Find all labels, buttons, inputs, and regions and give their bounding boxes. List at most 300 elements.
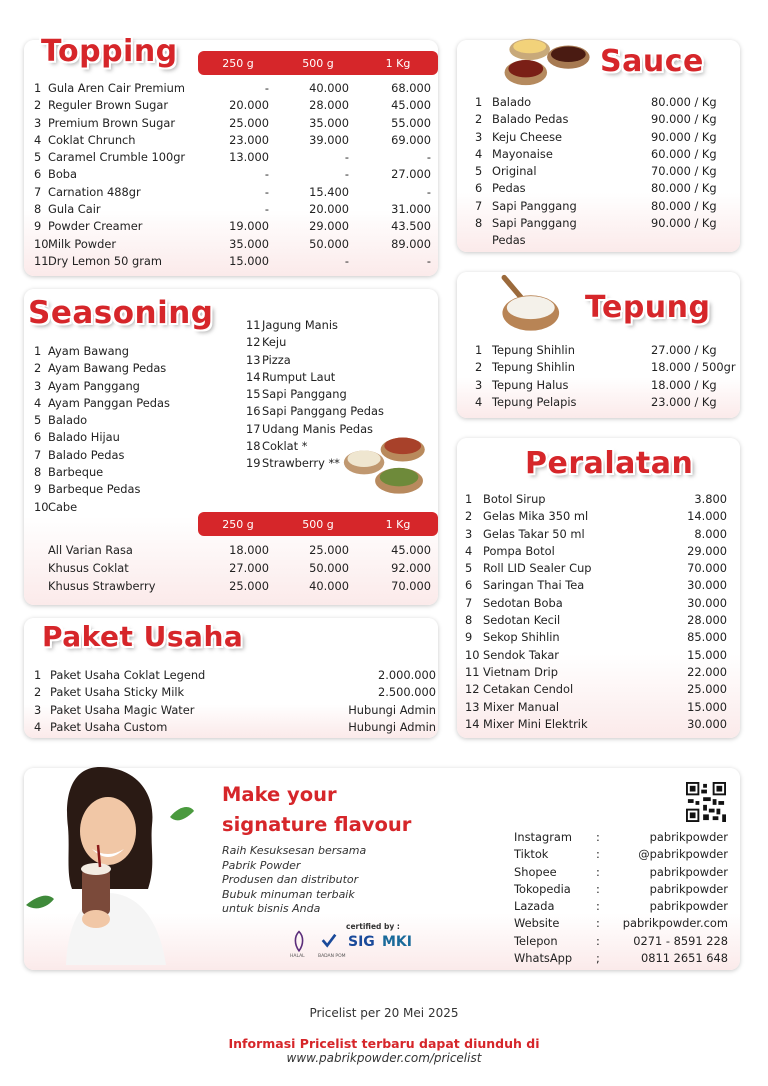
row-number: 8 bbox=[34, 202, 42, 217]
tepung-card bbox=[457, 272, 740, 418]
contact-separator: : bbox=[596, 847, 600, 862]
row-number: 2 bbox=[34, 685, 42, 700]
list-item bbox=[246, 403, 436, 420]
row-number: 4 bbox=[34, 719, 42, 734]
item-name: Tepung Shihlin bbox=[492, 343, 575, 357]
item-name: Original bbox=[492, 164, 537, 179]
certified-label: certified by : bbox=[346, 922, 400, 931]
row-number: 6 bbox=[475, 181, 483, 196]
price-1kg: 55.000 bbox=[391, 115, 431, 130]
item-name: Tepung Halus bbox=[492, 377, 569, 392]
topping-header-250: 250 g bbox=[222, 56, 254, 70]
list-item bbox=[34, 684, 436, 701]
list-item bbox=[465, 612, 727, 629]
table-row bbox=[34, 115, 431, 132]
row-number: 3 bbox=[465, 526, 473, 541]
contact-value[interactable]: 0271 - 8591 228 bbox=[633, 933, 728, 948]
price-1kg: - bbox=[426, 184, 431, 199]
item-name: Cabe bbox=[48, 499, 78, 514]
list-item bbox=[34, 395, 234, 412]
item-name: Coklat Chrunch bbox=[48, 132, 136, 147]
item-name: Keju Cheese bbox=[492, 129, 563, 144]
item-price: 29.000 bbox=[687, 543, 727, 558]
paket-usaha-card bbox=[24, 618, 438, 738]
price-1kg: 69.000 bbox=[391, 132, 431, 147]
item-price: 2.000.000 bbox=[378, 668, 436, 682]
item-name: Ayam Panggan Pedas bbox=[48, 395, 170, 410]
row-number: 2 bbox=[475, 360, 483, 375]
item-name: Roll LID Sealer Cup bbox=[483, 561, 592, 576]
table-row bbox=[34, 559, 431, 577]
contact-separator: : bbox=[596, 881, 600, 896]
item-name: Coklat * bbox=[262, 439, 308, 454]
item-name: Caramel Crumble 100gr bbox=[48, 150, 186, 165]
contact-value[interactable]: pabrikpowder bbox=[649, 899, 728, 914]
row-number: 4 bbox=[34, 395, 42, 410]
item-price: 22.000 bbox=[687, 664, 727, 679]
item-name: Sekop Shihlin bbox=[483, 630, 560, 645]
row-number: 1 bbox=[465, 492, 473, 506]
item-name: Ayam Panggang bbox=[48, 378, 140, 393]
item-name: Dry Lemon 50 gram bbox=[48, 253, 162, 268]
contact-label: Website bbox=[514, 916, 560, 931]
list-item bbox=[34, 447, 234, 464]
contact-separator: : bbox=[596, 830, 600, 844]
row-number: 17 bbox=[246, 421, 261, 436]
price-250g: 18.000 bbox=[229, 543, 269, 557]
row-number: 12 bbox=[246, 335, 261, 350]
row-number: 6 bbox=[34, 430, 42, 445]
price-250g: 25.000 bbox=[229, 115, 269, 130]
price-1kg: - bbox=[426, 150, 431, 165]
item-name: Gelas Takar 50 ml bbox=[483, 526, 585, 541]
row-number: 11 bbox=[34, 253, 49, 268]
contact-separator: : bbox=[596, 864, 600, 879]
list-item bbox=[246, 369, 436, 386]
table-row bbox=[34, 166, 431, 183]
topping-header-bar bbox=[198, 51, 438, 75]
seasoning-header-bar bbox=[198, 512, 438, 536]
price-250g: - bbox=[264, 202, 269, 217]
list-item bbox=[465, 716, 727, 733]
row-number: 19 bbox=[246, 456, 261, 471]
price-500g: - bbox=[344, 253, 349, 268]
item-name: Sapi Panggang Pedas bbox=[262, 404, 384, 419]
row-number: 3 bbox=[34, 702, 42, 717]
row-number: 9 bbox=[34, 219, 42, 234]
row-number: 9 bbox=[34, 482, 42, 497]
list-item bbox=[465, 577, 727, 594]
price-500g: 25.000 bbox=[309, 543, 349, 557]
table-row bbox=[34, 218, 431, 235]
pricelist-url[interactable]: www.pabrikpowder.com/pricelist bbox=[286, 1051, 482, 1065]
tagline-line: Pabrik Powder bbox=[222, 858, 301, 872]
contact-value[interactable]: pabrikpowder.com bbox=[622, 916, 728, 931]
list-item bbox=[34, 481, 234, 498]
list-item bbox=[34, 412, 234, 429]
list-item bbox=[34, 464, 234, 481]
item-name: Cetakan Cendol bbox=[483, 682, 574, 697]
list-item bbox=[246, 352, 436, 369]
contact-row bbox=[514, 881, 728, 898]
contact-label: Tiktok bbox=[514, 847, 549, 862]
contact-label: Telepon bbox=[514, 933, 558, 948]
price-250g: 20.000 bbox=[229, 98, 269, 113]
row-number: 3 bbox=[475, 129, 483, 144]
list-item bbox=[465, 629, 727, 646]
list-item bbox=[465, 491, 727, 508]
contact-row bbox=[514, 898, 728, 915]
row-number: 1 bbox=[34, 668, 42, 682]
item-name: Balado Pedas bbox=[48, 447, 125, 462]
item-name: Balado bbox=[492, 95, 532, 109]
price-250g: 13.000 bbox=[229, 150, 269, 165]
paket-usaha-list bbox=[34, 667, 436, 736]
item-name: Gula Aren Cair Premium bbox=[48, 81, 185, 95]
row-number: 9 bbox=[465, 630, 473, 645]
row-number: 1 bbox=[34, 344, 42, 358]
item-price: 28.000 bbox=[687, 613, 727, 628]
item-price: Hubungi Admin bbox=[348, 702, 436, 717]
price-1kg: - bbox=[426, 253, 431, 268]
contact-value[interactable]: pabrikpowder bbox=[649, 881, 728, 896]
contact-value[interactable]: @pabrikpowder bbox=[638, 847, 728, 862]
contact-value[interactable]: pabrikpowder bbox=[649, 830, 728, 844]
seasoning-header-500: 500 g bbox=[302, 517, 334, 531]
row-number: 13 bbox=[246, 352, 261, 367]
item-price: 80.000 / Kg bbox=[651, 95, 717, 109]
list-item bbox=[465, 699, 727, 716]
row-number: 6 bbox=[34, 167, 42, 182]
seasoning-price-list bbox=[34, 541, 431, 595]
list-item bbox=[465, 595, 727, 612]
item-name: Rumput Laut bbox=[262, 369, 336, 384]
item-name: Balado Pedas bbox=[492, 112, 569, 127]
contact-row bbox=[514, 846, 728, 863]
row-number: 2 bbox=[34, 361, 42, 376]
item-price: 15.000 bbox=[687, 647, 727, 662]
item-price: 25.000 bbox=[687, 682, 727, 697]
list-item bbox=[465, 647, 727, 664]
contact-value[interactable]: pabrikpowder bbox=[649, 864, 728, 879]
list-item bbox=[246, 386, 436, 403]
item-name: Saringan Thai Tea bbox=[483, 578, 585, 593]
list-item bbox=[475, 377, 737, 394]
topping-header-500: 500 g bbox=[302, 56, 334, 70]
item-name: Sedotan Kecil bbox=[483, 613, 561, 628]
row-number: 3 bbox=[34, 378, 42, 393]
row-number: 3 bbox=[475, 377, 483, 392]
item-name: Sapi Panggang bbox=[492, 198, 577, 213]
peralatan-card bbox=[457, 438, 740, 738]
list-item bbox=[34, 719, 436, 736]
contact-label: Shopee bbox=[514, 864, 557, 879]
item-name: Paket Usaha Coklat Legend bbox=[50, 668, 206, 682]
row-number: 18 bbox=[246, 439, 261, 454]
item-name: Tepung Shihlin bbox=[492, 360, 575, 375]
contact-row bbox=[514, 864, 728, 881]
item-price: 27.000 / Kg bbox=[651, 343, 717, 357]
contact-value[interactable]: 0811 2651 648 bbox=[641, 951, 728, 966]
item-name: Barbeque bbox=[48, 465, 104, 480]
qr-code-icon[interactable] bbox=[686, 782, 726, 822]
item-name: Balado bbox=[48, 413, 88, 428]
row-number: 12 bbox=[465, 682, 480, 697]
row-number: 5 bbox=[34, 413, 42, 428]
row-number: 10 bbox=[465, 647, 480, 662]
halal-logo-icon bbox=[290, 930, 308, 954]
row-number: 8 bbox=[465, 613, 473, 628]
tagline-line: Produsen dan distributor bbox=[222, 873, 359, 887]
row-number: 16 bbox=[246, 404, 261, 419]
list-item bbox=[475, 342, 737, 359]
seasoning-list-left bbox=[34, 343, 234, 516]
item-name: Powder Creamer bbox=[48, 219, 143, 234]
price-1kg: 89.000 bbox=[391, 236, 431, 251]
row-number: 5 bbox=[475, 164, 483, 179]
row-number: 11 bbox=[246, 318, 261, 332]
list-item bbox=[246, 334, 436, 351]
price-250g: 27.000 bbox=[229, 561, 269, 575]
promo-headline-1: Make your bbox=[222, 783, 337, 806]
row-number: 15 bbox=[246, 387, 261, 402]
price-500g: - bbox=[344, 167, 349, 182]
table-row bbox=[34, 184, 431, 201]
seasoning-card bbox=[24, 289, 438, 605]
list-item bbox=[475, 146, 725, 163]
item-name: Mixer Mini Elektrik bbox=[483, 716, 588, 731]
price-250g: 25.000 bbox=[229, 579, 269, 593]
item-price: 85.000 bbox=[687, 630, 727, 645]
badan-pom-logo-text: BADAN POM bbox=[318, 954, 346, 959]
item-name: Pizza bbox=[262, 352, 291, 367]
table-row bbox=[34, 236, 431, 253]
item-name: Jagung Manis bbox=[262, 318, 338, 332]
sig-logo: SIG bbox=[348, 934, 375, 950]
price-500g: 50.000 bbox=[309, 236, 349, 251]
item-price: 18.000 / Kg bbox=[651, 377, 717, 392]
seasoning-header-1kg: 1 Kg bbox=[385, 517, 411, 531]
table-row bbox=[34, 97, 431, 114]
item-name: Sapi Panggang bbox=[492, 216, 577, 231]
item-price: 90.000 / Kg bbox=[651, 112, 717, 127]
seasoning-powder-bowls-icon bbox=[342, 433, 434, 501]
item-name: Premium Brown Sugar bbox=[48, 115, 176, 130]
row-number: 8 bbox=[34, 465, 42, 480]
list-item bbox=[475, 163, 725, 180]
list-item bbox=[246, 317, 436, 334]
row-number: 6 bbox=[465, 578, 473, 593]
tepung-list bbox=[475, 342, 737, 411]
item-name: Gula Cair bbox=[48, 202, 101, 217]
pricelist-date: Pricelist per 20 Mei 2025 bbox=[309, 1006, 459, 1020]
item-price: 90.000 / Kg bbox=[651, 129, 717, 144]
item-name: Paket Usaha Magic Water bbox=[50, 702, 195, 717]
price-1kg: 70.000 bbox=[391, 579, 431, 593]
item-name: Pompa Botol bbox=[483, 543, 555, 558]
list-item bbox=[465, 681, 727, 698]
price-500g: 50.000 bbox=[309, 561, 349, 575]
row-number: 11 bbox=[465, 664, 480, 679]
item-name: Paket Usaha Sticky Milk bbox=[50, 685, 185, 700]
row-number: 2 bbox=[34, 98, 42, 113]
price-250g: - bbox=[264, 184, 269, 199]
price-1kg: 45.000 bbox=[391, 543, 431, 557]
item-price: 23.000 / Kg bbox=[651, 394, 717, 409]
item-price: 14.000 bbox=[687, 509, 727, 524]
price-250g: - bbox=[264, 81, 269, 95]
row-number: 10 bbox=[34, 236, 49, 251]
topping-header-1kg: 1 Kg bbox=[385, 56, 411, 70]
list-item bbox=[34, 378, 234, 395]
row-number: 2 bbox=[465, 509, 473, 524]
item-name: Sedotan Boba bbox=[483, 595, 563, 610]
row-number: 4 bbox=[475, 146, 483, 161]
contact-row bbox=[514, 829, 728, 846]
item-name: Keju bbox=[262, 335, 287, 350]
table-row bbox=[34, 149, 431, 166]
table-row bbox=[34, 253, 431, 270]
item-name: Reguler Brown Sugar bbox=[48, 98, 169, 113]
row-number: 7 bbox=[475, 198, 483, 213]
item-name: Ayam Bawang bbox=[48, 344, 129, 358]
peralatan-list bbox=[465, 491, 727, 733]
flour-bowl-icon bbox=[493, 274, 565, 336]
badan-pom-logo-icon bbox=[320, 932, 338, 950]
item-name: Mayonaise bbox=[492, 146, 553, 161]
contact-separator: : bbox=[596, 916, 600, 931]
price-1kg: 92.000 bbox=[391, 561, 431, 575]
price-500g: 15.400 bbox=[309, 184, 349, 199]
contact-row bbox=[514, 915, 728, 932]
item-name: Milk Powder bbox=[48, 236, 117, 251]
item-price: 90.000 / Kg bbox=[651, 216, 717, 231]
table-row bbox=[34, 80, 431, 97]
contact-row bbox=[514, 933, 728, 950]
woman-with-drink-photo bbox=[8, 760, 208, 970]
row-number: 7 bbox=[465, 595, 473, 610]
row-number: 4 bbox=[465, 543, 473, 558]
list-item bbox=[34, 343, 234, 360]
row-number: 3 bbox=[34, 115, 42, 130]
item-price: 80.000 / Kg bbox=[651, 198, 717, 213]
price-1kg: 27.000 bbox=[391, 167, 431, 182]
contact-row bbox=[514, 950, 728, 967]
item-name: Khusus Coklat bbox=[48, 561, 129, 575]
contact-list bbox=[514, 829, 728, 967]
price-250g: - bbox=[264, 167, 269, 182]
item-name: Carnation 488gr bbox=[48, 184, 141, 199]
seasoning-header-250: 250 g bbox=[222, 517, 254, 531]
row-number: 13 bbox=[465, 699, 480, 714]
item-name: Mixer Manual bbox=[483, 699, 560, 714]
table-row bbox=[34, 201, 431, 218]
seasoning-title: Seasoning bbox=[28, 295, 214, 331]
paket-usaha-title: Paket Usaha bbox=[42, 620, 244, 653]
list-item bbox=[34, 360, 234, 377]
list-item bbox=[475, 129, 725, 146]
tagline-line: Bubuk minuman terbaik bbox=[222, 887, 355, 901]
item-price: 30.000 bbox=[687, 716, 727, 731]
row-number: 10 bbox=[34, 499, 49, 514]
price-500g: 20.000 bbox=[309, 202, 349, 217]
row-number: 7 bbox=[34, 447, 42, 462]
list-item bbox=[475, 394, 737, 411]
price-500g: 40.000 bbox=[309, 579, 349, 593]
list-item bbox=[465, 543, 727, 560]
topping-title: Topping bbox=[41, 34, 178, 69]
row-number: 4 bbox=[34, 132, 42, 147]
list-item bbox=[475, 359, 737, 376]
item-name: Barbeque Pedas bbox=[48, 482, 141, 497]
item-name-line2: Pedas bbox=[492, 233, 526, 248]
price-500g: 28.000 bbox=[309, 98, 349, 113]
item-price: 30.000 bbox=[687, 595, 727, 610]
price-1kg: 43.500 bbox=[391, 219, 431, 234]
list-item bbox=[34, 667, 436, 684]
row-number: 2 bbox=[475, 112, 483, 127]
item-price: 3.800 bbox=[694, 492, 727, 506]
list-item bbox=[34, 429, 234, 446]
row-number: 14 bbox=[246, 369, 261, 384]
contact-label: WhatsApp bbox=[514, 951, 573, 966]
item-name: Vietnam Drip bbox=[483, 664, 558, 679]
row-number: 14 bbox=[465, 716, 480, 731]
list-item bbox=[465, 526, 727, 543]
item-name: Ayam Bawang Pedas bbox=[48, 361, 167, 376]
item-name: Strawberry ** bbox=[262, 456, 340, 471]
item-price: 70.000 bbox=[687, 561, 727, 576]
sauce-title: Sauce bbox=[600, 44, 704, 79]
certification-logos bbox=[290, 930, 418, 962]
item-price: 15.000 bbox=[687, 699, 727, 714]
mki-logo: MKI bbox=[382, 934, 412, 950]
row-number: 4 bbox=[475, 394, 483, 409]
list-item-continuation bbox=[475, 232, 725, 249]
item-price: 70.000 / Kg bbox=[651, 164, 717, 179]
price-500g: 29.000 bbox=[309, 219, 349, 234]
contact-label: Lazada bbox=[514, 899, 555, 914]
item-name: Gelas Mika 350 ml bbox=[483, 509, 589, 524]
peralatan-title: Peralatan bbox=[525, 446, 694, 481]
item-name: All Varian Rasa bbox=[48, 543, 133, 557]
item-name: Pedas bbox=[492, 181, 526, 196]
contact-separator: : bbox=[596, 899, 600, 914]
price-250g: 15.000 bbox=[229, 253, 269, 268]
row-number: 1 bbox=[34, 81, 42, 95]
price-250g: 35.000 bbox=[229, 236, 269, 251]
sauce-list bbox=[475, 94, 725, 250]
row-number: 7 bbox=[34, 184, 42, 199]
row-number: 1 bbox=[475, 95, 483, 109]
sauce-card bbox=[457, 40, 740, 252]
item-name: Botol Sirup bbox=[483, 492, 546, 506]
table-row bbox=[34, 541, 431, 559]
contact-separator: ; bbox=[596, 951, 600, 966]
table-row bbox=[34, 577, 431, 595]
item-name: Paket Usaha Custom bbox=[50, 719, 168, 734]
item-price: 80.000 / Kg bbox=[651, 181, 717, 196]
row-number: 8 bbox=[475, 216, 483, 231]
list-item bbox=[465, 508, 727, 525]
table-row bbox=[34, 132, 431, 149]
price-250g: 23.000 bbox=[229, 132, 269, 147]
price-500g: 40.000 bbox=[309, 81, 349, 95]
list-item bbox=[475, 94, 725, 111]
item-price: Hubungi Admin bbox=[348, 719, 436, 734]
halal-logo-text: HALAL bbox=[290, 954, 305, 959]
price-1kg: 68.000 bbox=[391, 81, 431, 95]
